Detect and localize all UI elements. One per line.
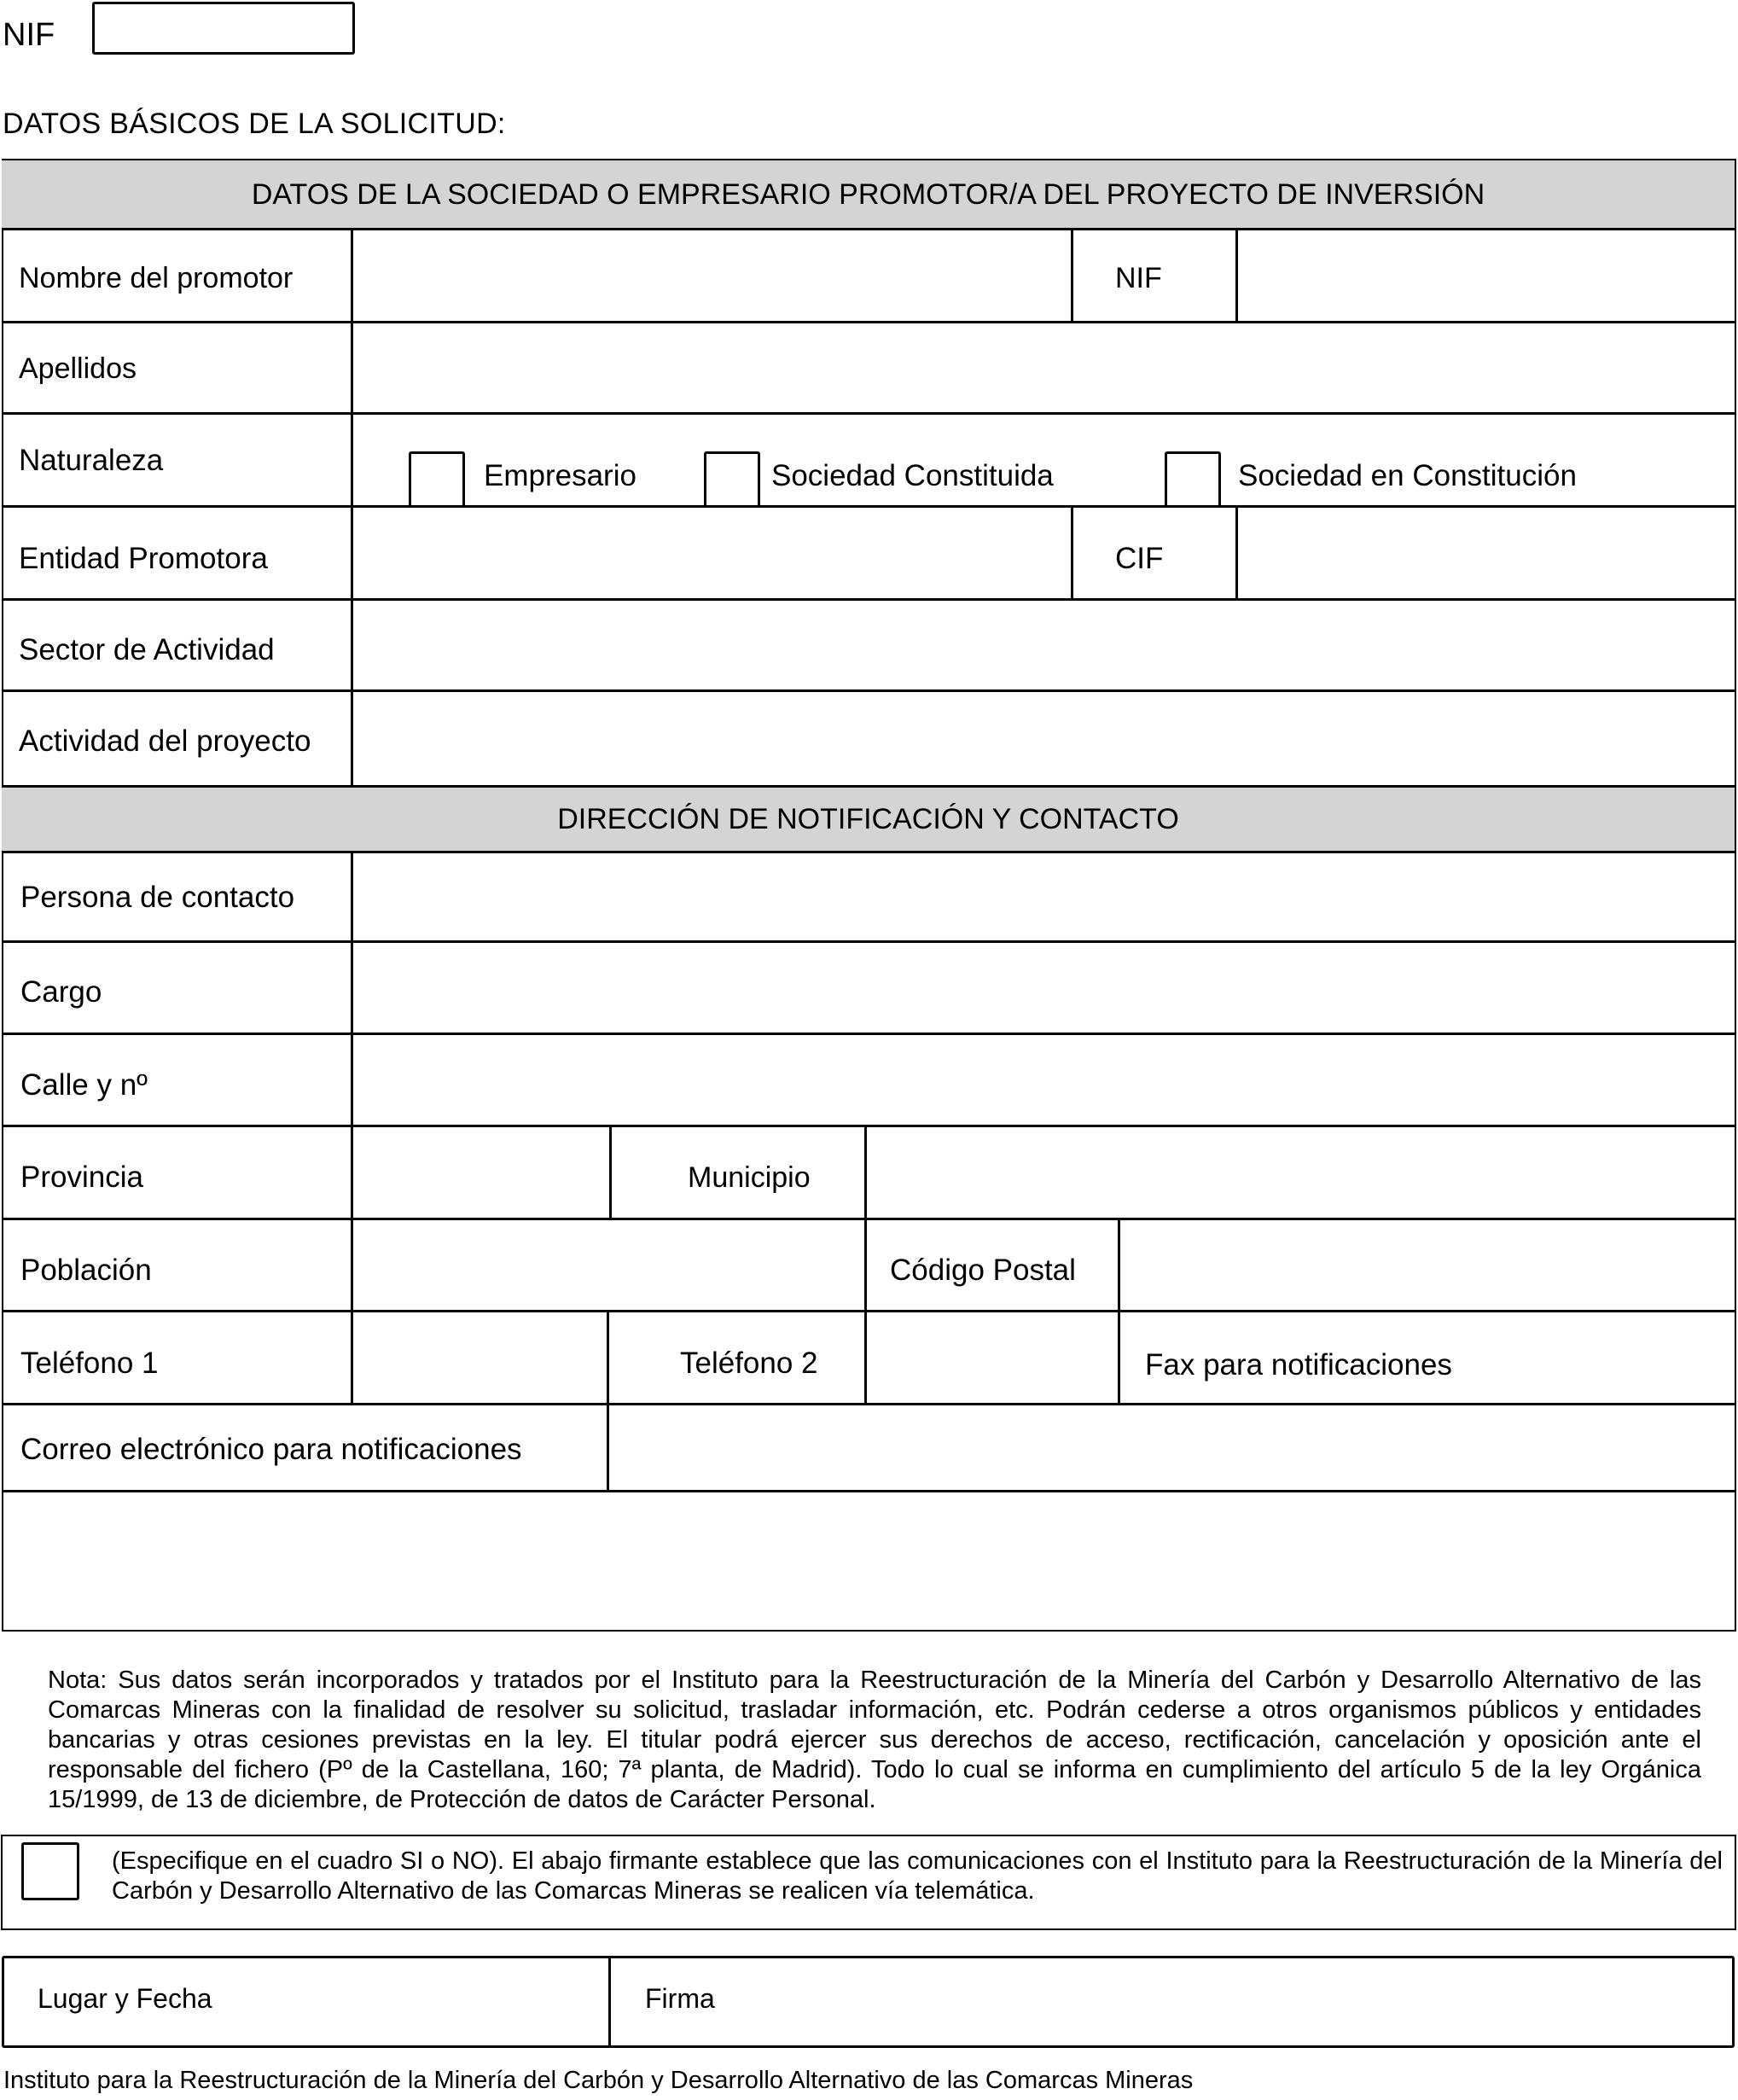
label-lugar-fecha: Lugar y Fecha: [38, 1983, 212, 2014]
input-provincia[interactable]: [353, 1127, 609, 1218]
label-actividad-proyecto: Actividad del proyecto: [19, 724, 311, 758]
label-nombre-promotor: Nombre del promotor: [19, 262, 294, 294]
footer: Instituto para la Reestructuración de la Minería del Carbón y Desarrollo Alternativo de las Comarcas Mineras: [3, 2067, 1194, 2094]
col-divider: [1071, 505, 1073, 599]
input-actividad-proyecto[interactable]: [353, 692, 1735, 785]
input-firma[interactable]: [611, 1958, 1732, 2045]
label-sector-actividad: Sector de Actividad: [19, 633, 275, 666]
input-nombre-promotor[interactable]: [353, 230, 1071, 321]
input-nif[interactable]: [1238, 230, 1735, 321]
privacy-note: Nota: Sus datos serán incorporados y tratados por el Instituto para la Reestructuración de la Minería del Carbón y Desarrollo Alternativo de las Comarcas Mineras con la finalidad de resolver su solicitud, trasladar información, etc. Podrán cederse a otros organismos públicos y entidades bancarias y otras cesiones previstas en la ley. El titular podrá ejercer sus derechos de acceso, rectificación, cancelación y oposición ante el responsable del fichero (Pº de la Castellana, 160; 7ª planta, de Madrid). Todo lo cual se informa en cumplimiento del artículo 5 de la ley Orgánica 15/1999, de 13 de diciembre, de Protección de datos de Carácter Personal.: [48, 1667, 1701, 1813]
col-divider: [864, 1218, 867, 1312]
label-poblacion: Población: [20, 1254, 152, 1287]
label-telefono1: Teléfono 1: [20, 1347, 159, 1380]
row-divider: [2, 412, 1736, 415]
checkbox-empresario[interactable]: [409, 451, 465, 508]
section-heading: DATOS BÁSICOS DE LA SOLICITUD:: [3, 108, 506, 140]
input-municipio[interactable]: [867, 1127, 1735, 1218]
input-cif[interactable]: [1238, 508, 1735, 598]
input-correo[interactable]: [609, 1405, 1735, 1490]
input-lugar-fecha[interactable]: [4, 1958, 608, 2045]
blank-area: [3, 1492, 1735, 1630]
label-correo: Correo electrónico para notificaciones: [20, 1433, 522, 1466]
input-entidad-promotora[interactable]: [353, 508, 1071, 598]
input-apellidos[interactable]: [353, 323, 1735, 412]
input-telefono1[interactable]: [353, 1312, 607, 1403]
input-telefono2[interactable]: [867, 1312, 1118, 1403]
input-cargo[interactable]: [353, 943, 1735, 1033]
section1-title: DATOS DE LA SOCIEDAD O EMPRESARIO PROMOTOR/A DEL PROYECTO DE INVERSIÓN: [251, 178, 1485, 211]
label-codigo-postal: Código Postal: [890, 1254, 1076, 1287]
label-provincia: Provincia: [20, 1161, 143, 1194]
checkbox-sociedad-en-constitucion[interactable]: [1165, 451, 1221, 508]
option-sociedad-en-constitucion: Sociedad en Constitución: [1238, 459, 1577, 492]
checkbox-telematic[interactable]: [21, 1842, 79, 1900]
option-empresario: Empresario: [484, 459, 636, 492]
telematic-text: (Especifique en el cuadro SI o NO). El abajo firmante establece que las comunicaciones con el Instituto para la Reestructuración de la Minería del Carbón y Desarrollo Alternativo de las Comarcas Mineras se realicen vía telemática.: [112, 1847, 1723, 1905]
label-firma: Firma: [645, 1983, 715, 2014]
input-persona-contacto[interactable]: [353, 853, 1735, 940]
section2-title: DIRECCIÓN DE NOTIFICACIÓN Y CONTACTO: [557, 803, 1179, 835]
option-sociedad-constituida: Sociedad Constituida: [771, 459, 1054, 492]
top-nif-label: NIF: [3, 17, 55, 53]
input-sector-actividad[interactable]: [353, 601, 1735, 689]
label-cif: CIF: [1115, 542, 1164, 575]
label-persona-contacto: Persona de contacto: [20, 881, 295, 914]
label-entidad-promotora: Entidad Promotora: [19, 542, 268, 575]
checkbox-sociedad-constituida[interactable]: [704, 451, 760, 508]
label-municipio: Municipio: [688, 1161, 811, 1194]
input-poblacion[interactable]: [353, 1220, 864, 1310]
label-telefono2: Teléfono 2: [680, 1347, 818, 1380]
label-naturaleza: Naturaleza: [19, 444, 164, 477]
col-divider: [1118, 1310, 1120, 1404]
col-divider: [609, 1125, 612, 1219]
label-apellidos: Apellidos: [19, 352, 137, 385]
top-nif-input[interactable]: [92, 2, 355, 55]
input-calle[interactable]: [353, 1035, 1735, 1125]
col-divider: [1071, 228, 1073, 322]
row-divider: [2, 785, 1736, 788]
input-codigo-postal[interactable]: [1120, 1220, 1735, 1310]
label-calle: Calle y nº: [20, 1068, 148, 1102]
label-nif: NIF: [1115, 262, 1162, 294]
col-divider: [607, 1310, 609, 1404]
label-fax: Fax para notificaciones: [1145, 1348, 1452, 1382]
label-cargo: Cargo: [20, 975, 102, 1009]
